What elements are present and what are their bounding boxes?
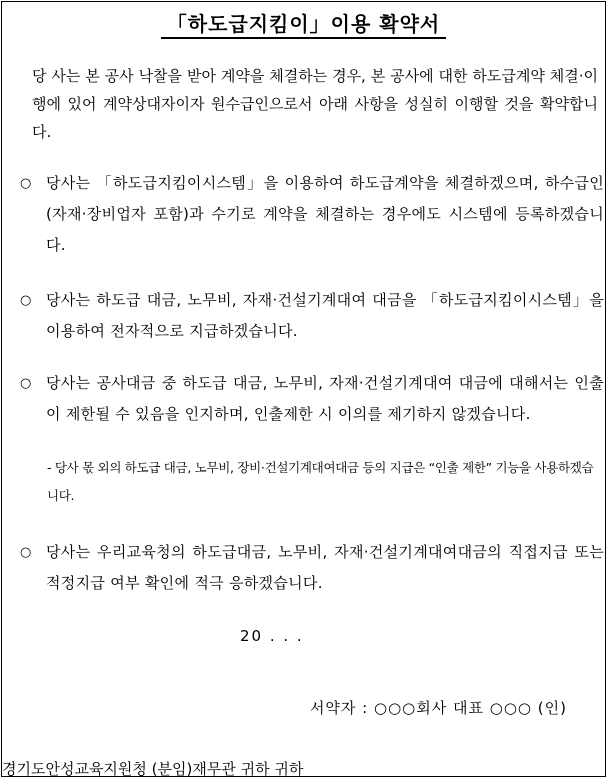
pledge-item-text: 당사는 하도급 대금, 노무비, 자재·건설기계대여 대금을 「하도급지킴이시스템」을 이용하여 전자적으로 지급하겠습니다. — [46, 291, 604, 340]
pledge-item-3 — [20, 368, 604, 430]
pledge-item-4 — [20, 537, 604, 599]
pledge-document — [1, 1, 606, 777]
bullet-circle-icon: ○ — [20, 376, 32, 391]
bullet-circle-icon: ○ — [20, 293, 32, 308]
withdrawal-restriction-note: - 당사 몫 외의 하도급 대금, 노무비, 장비·건설기계대여대금 등의 지급은 “인출 제한” 기능을 사용하겠습니다. — [47, 460, 594, 503]
pledge-item-2 — [20, 285, 604, 347]
intro-paragraph: 당 사는 본 공사 낙찰을 받아 계약을 체결하는 경우, 본 공사에 대한 하도급계약 체결·이행에 있어 계약상대자이자 원수급인으로서 아래 사항을 성실히 이행할 것을 확약합니다. — [32, 67, 598, 141]
addressee-line: 경기도안성교육지원청 (분임)재무관 귀하 귀하 — [2, 760, 304, 778]
bullet-circle-icon: ○ — [20, 176, 32, 191]
pledge-item-text: 당사는 우리교육청의 하도급대금, 노무비, 자재·건설기계대여대금의 직접지급 또는 적정지급 여부 확인에 적극 응하겠습니다. — [46, 543, 604, 592]
document-title — [2, 8, 605, 37]
bullet-circle-icon: ○ — [20, 545, 32, 560]
pledge-item-text: 당사는 「하도급지킴이시스템」을 이용하여 하도급계약을 체결하겠으며, 하수급인(자재·장비업자 포함)과 수기로 계약을 체결하는 경우에도 시스템에 등록하겠습니다. — [46, 174, 604, 254]
pledge-item-text: 당사는 공사대금 중 하도급 대금, 노무비, 자재·건설기계대여 대금에 대해서는 인출이 제한될 수 있음을 인지하며, 인출제한 시 이의를 제기하지 않겠습니다. — [46, 374, 604, 423]
pledge-item-1 — [20, 168, 604, 261]
date-line: 20 . . . — [240, 627, 304, 645]
title-text: 「하도급지킴이」이용 확약서 — [161, 12, 446, 39]
signature-line: 서약자 : ○○○회사 대표 ○○○ (인) — [309, 699, 567, 717]
